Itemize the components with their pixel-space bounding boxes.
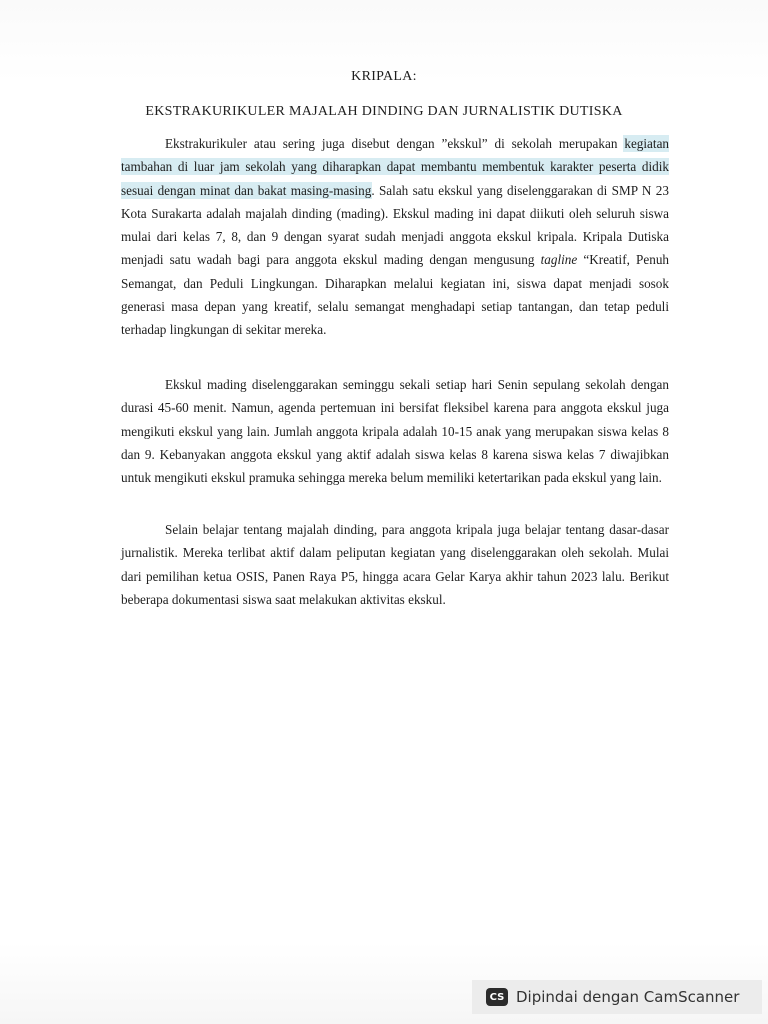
camscanner-watermark	[472, 980, 762, 1014]
paragraph-2	[121, 373, 669, 489]
highlighted-text: kegiatan tambahan di luar jam sekolah yang diharapkan dapat membantu membentuk karakter peserta didik sesuai dengan minat dan bakat masing-masing	[121, 136, 670, 198]
paragraph-1	[121, 132, 669, 342]
document-subtitle: EKSTRAKURIKULER MAJALAH DINDING DAN JURNALISTIK DUTISKA	[145, 104, 623, 119]
camscanner-logo-icon: CS	[486, 988, 508, 1006]
document-title: KRIPALA:	[351, 69, 417, 84]
paragraph-2-text: Ekskul mading diselenggarakan seminggu sekali setiap hari Senin sepulang sekolah dengan durasi 45-60 menit. Namun, agenda pertemuan ini bersifat fleksibel karena para anggota ekskul juga mengikuti ekskul yang lain. Jumlah anggota kripala adalah 10-15 anak yang merupakan siswa kelas 8 dan 9. Kebanyakan anggota ekskul yang aktif adalah siswa kelas 8 karena siswa kelas 7 diwajibkan untuk mengikuti ekskul pramuka sehingga mereka belum memiliki ketertarikan pada ekskul yang lain.	[121, 377, 669, 486]
tagline-word: tagline	[540, 252, 578, 268]
paragraph-3-text: Selain belajar tentang majalah dinding, para anggota kripala juga belajar tentang dasar-dasar jurnalistik. Mereka terlibat aktif dalam peliputan kegiatan yang diselenggarakan oleh sekolah. Mulai dari pemilihan ketua OSIS, Panen Raya P5, hingga acara Gelar Karya akhir tahun 2023 lalu. Berikut beberapa dokumentasi siswa saat melakukan aktivitas ekskul.	[121, 522, 669, 607]
paragraph-1-tail: “Kreatif, Penuh Semangat, dan Peduli Lingkungan. Diharapkan melalui kegiatan ini, siswa dapat menjadi sosok generasi masa depan yang kreatif, selalu semangat menghadapi setiap tantangan, dan tetap peduli terhadap lingkungan di sekitar mereka.	[121, 252, 670, 338]
paragraph-3	[121, 518, 669, 611]
paragraph-1-lead: Ekstrakurikuler atau sering juga disebut dengan ”ekskul” di sekolah merupakan	[165, 136, 618, 151]
watermark-label: Dipindai dengan CamScanner	[516, 988, 740, 1006]
paragraph-1-middle: . Salah satu ekskul yang diselenggarakan di SMP N 23 Kota Surakarta adalah majalah dinding (mading). Ekskul mading ini dapat diikuti oleh seluruh siswa mulai dari kelas 7, 8, dan 9 dengan syarat sudah menjadi anggota ekskul kripala. Kripala Dutiska menjadi satu wadah bagi para anggota ekskul mading dengan mengusung	[121, 182, 669, 268]
